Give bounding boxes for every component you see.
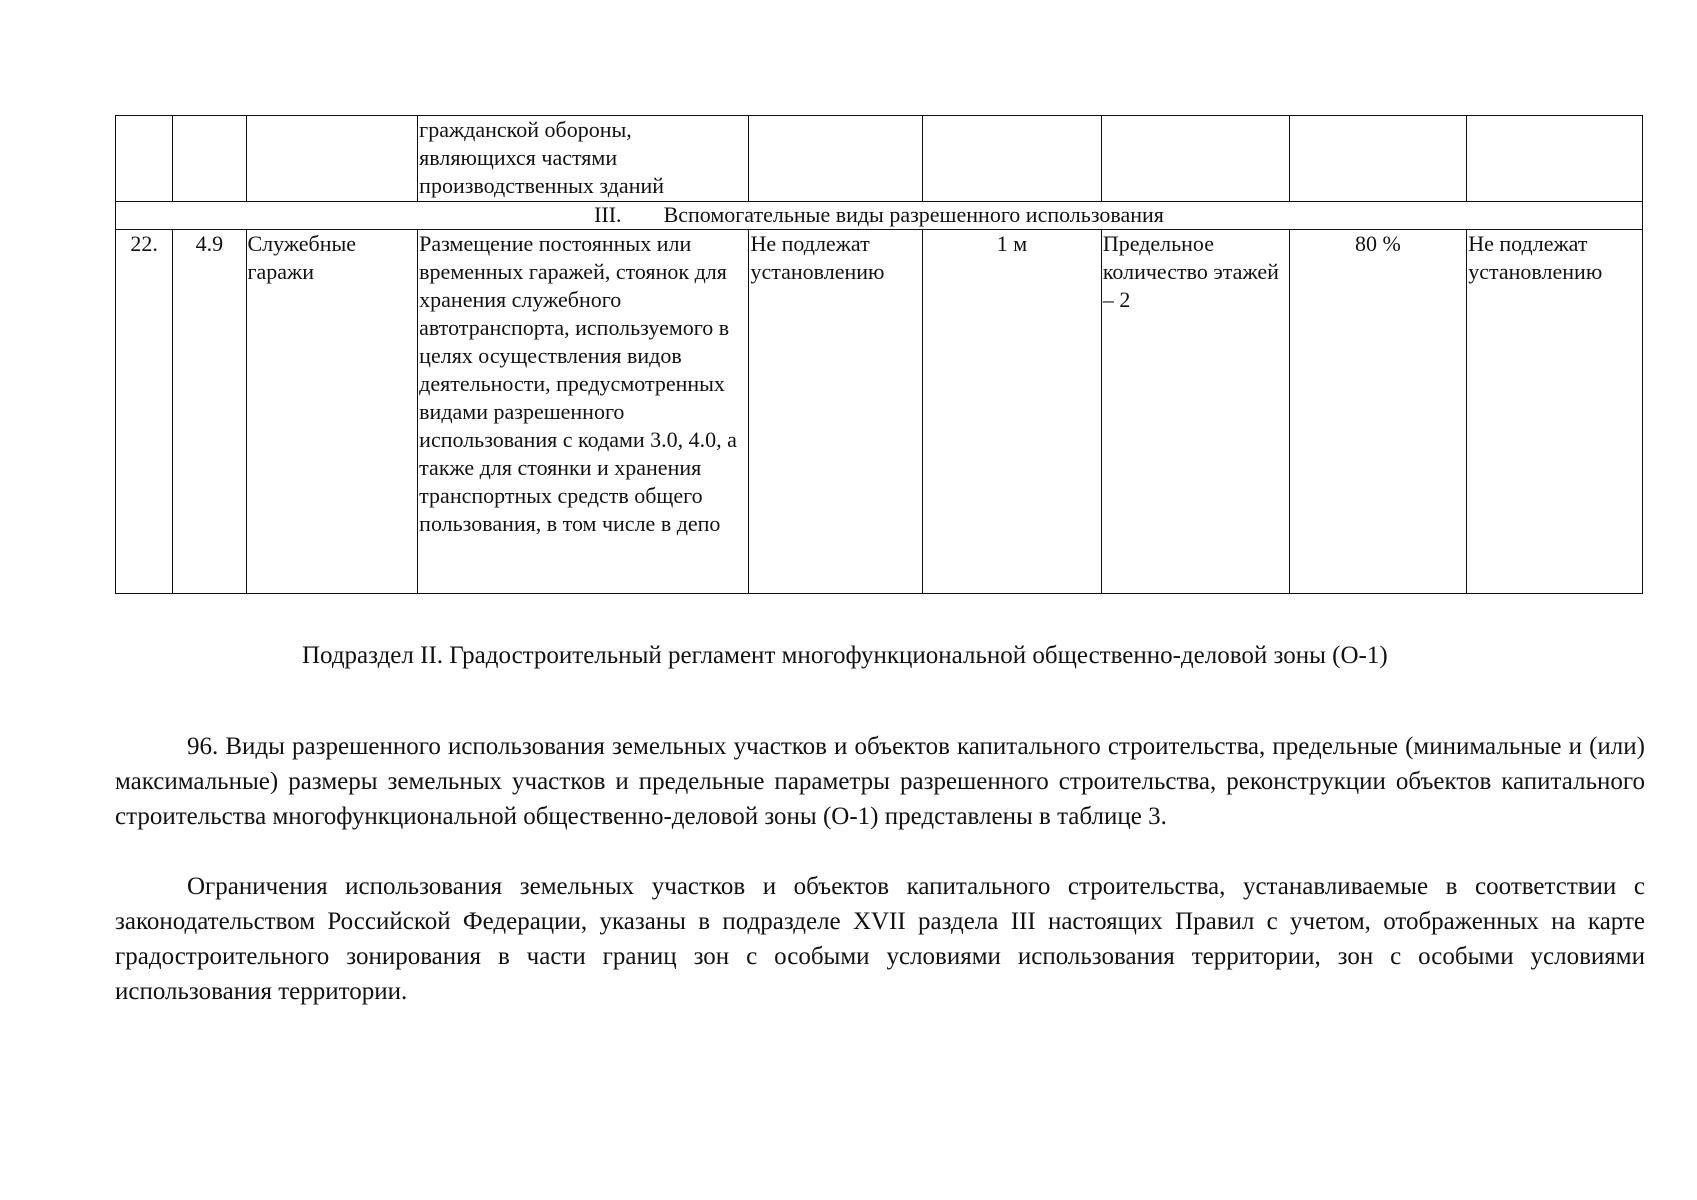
cell-name-empty [246,116,418,202]
cell-floors-empty [1101,116,1289,202]
cell-num-empty [116,116,173,202]
paragraph-restrictions: Ограничения использования земельных участков и объектов капитального строительства, устанавливаемые в соответствии с законодательством Российской Федерации, указаны в подразделе XVII раздела III настоящих Правил с учетом, отображенных на карте градостроительного зонирования в части границ зон с особыми условиями использования территории, зон с особыми условиями использования территории. [115,873,1645,1005]
paragraph-96: 96. Виды разрешенного использования земельных участков и объектов капитального строительства, предельные (минимальные и (или) максимальные) размеры земельных участков и предельные параметры разрешенного строительства, реконструкции объектов капитального строительства многофункциональной общественно-деловой зоны (О-1) представлены в таблице 3. [115,733,1645,830]
subsection-title: Подраздел II. Градостроительный регламент многофункциональной общественно-деловой зоны (О-1) [302,642,1388,669]
section-number: III. [594,202,622,227]
cell-code-empty [173,116,246,202]
regulation-table [115,115,1643,594]
cell-plot-size-empty [749,116,923,202]
cell-use-name: Служебные гаражи [246,230,418,594]
cell-plot-size: Не подлежат установлению [749,230,923,594]
cell-code: 4.9 [173,230,246,594]
cell-description: гражданской обороны, являющихся частями производственных зданий [418,116,749,202]
section-header-cell [116,202,1643,230]
table-row [116,230,1643,594]
cell-setback-empty [923,116,1102,202]
table-row-continuation [116,116,1643,202]
cell-row-number: 22. [116,230,173,594]
cell-other-limits: Не подлежат установлению [1467,230,1643,594]
cell-coverage-empty [1289,116,1467,202]
cell-floors: Предельное количество этажей – 2 [1101,230,1289,594]
cell-other-empty [1467,116,1643,202]
cell-use-description: Размещение постоянных или временных гаражей, стоянок для хранения служебного автотранспорта, используемого в целях осуществления видов деятельности, предусмотренных видами разрешенного использования с кодами 3.0, 4.0, а также для стоянки и хранения транспортных средств общего пользования, в том числе в депо [418,230,749,594]
section-title: Вспомогательные виды разрешенного использования [663,202,1164,227]
table-section-header-row [116,202,1643,230]
cell-coverage: 80 % [1289,230,1467,594]
cell-setback: 1 м [923,230,1102,594]
